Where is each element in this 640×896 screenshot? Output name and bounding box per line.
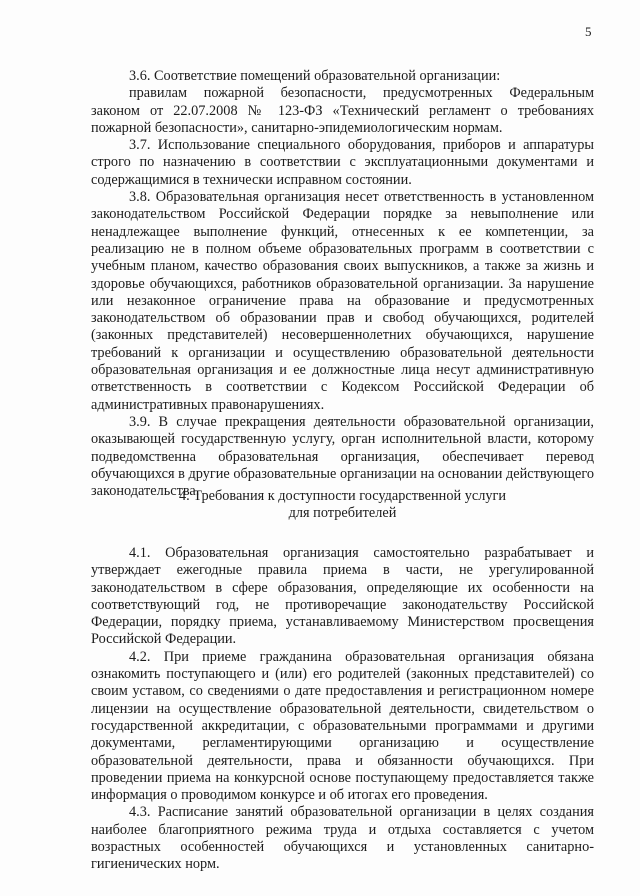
paragraph-3-8: 3.8. Образовательная организация несет ответственность в установленном законодательством Российской Федерации порядке за невыполнение или ненадлежащее выполнение функций, отнесенных к ее компетенции, за реализацию не в полном объеме образовательных программ в соответствии с учебным планом, качество образования своих выпускников, а также за жизнь и здоровье обучающихся, работников образовательной организации. За нарушение или незаконное ограничение права на образование и предусмотренных законодательством об образовании прав и свобод обучающихся, родителей (законных представителей) несовершеннолетних обучающихся, нарушение требований к организации и осуществлению образовательной деятельности образовательная организация и ее должностные лица несут административную ответственность в соответствии с Кодексом Российской Федерации об административных правонарушениях.: [91, 189, 594, 413]
paragraph-3-6-title: 3.6. Соответствие помещений образовательной организации:: [129, 68, 501, 84]
section-4-heading-line-1: 4. Требования к доступности государственной услуги: [179, 488, 506, 504]
section-4-text: [91, 545, 594, 874]
paragraph-3-6-body: правилам пожарной безопасности, предусмотренных Федеральным законом от 22.07.2008 № 123-ФЗ «Технический регламент о требованиях пожарной безопасности», санитарно-эпидемиологическим нормам.: [91, 85, 594, 136]
paragraph-3-7: 3.7. Использование специального оборудования, приборов и аппаратуры строго по назначению в соответствии с эксплуатационными документами и содержащимися в технически исправном состоянии.: [91, 137, 594, 188]
section-4-heading: [91, 488, 594, 523]
paragraph-4-1: 4.1. Образовательная организация самостоятельно разрабатывает и утверждает ежегодные правила приема в части, не урегулированной законодательством в сфере образования, определяющие их особенности на соответствующий год, не противоречащие законодательству Российской Федерации, порядку приема, устанавливаемому Министерством просвещения Российской Федерации.: [91, 545, 594, 648]
paragraph-4-3: 4.3. Расписание занятий образовательной организации в целях создания наиболее благоприятного режима труда и отдыха составляется с учетом возрастных особенностей обучающихся и установленных санитарно-гигиенических норм.: [91, 804, 594, 873]
section-3-text: [91, 68, 594, 500]
paragraph-4-2: 4.2. При приеме гражданина образовательная организация обязана ознакомить поступающего и (или) его родителей (законных представителей) со своим уставом, со сведениями о дате предоставления и регистрационном номере лицензии на осуществление образовательной деятельности, свидетельством о государственной аккредитации, с образовательными программами и другими документами, регламентирующими организацию и осуществление образовательной деятельности, права и обязанности обучающихся. При проведении приема на конкурсной основе поступающему предоставляется также информация о проводимом конкурсе и об итогах его проведения.: [91, 648, 594, 804]
paragraph-3-9: 3.9. В случае прекращения деятельности образовательной организации, оказывающей государственную услугу, орган исполнительной власти, которому подведомственна образовательная организация, обеспечивает перевод обучающихся в другие образовательные организации на основании действующего законодательства.: [91, 413, 594, 500]
page-number: 5: [585, 24, 592, 39]
section-4-heading-line-2: для потребителей: [288, 505, 397, 522]
